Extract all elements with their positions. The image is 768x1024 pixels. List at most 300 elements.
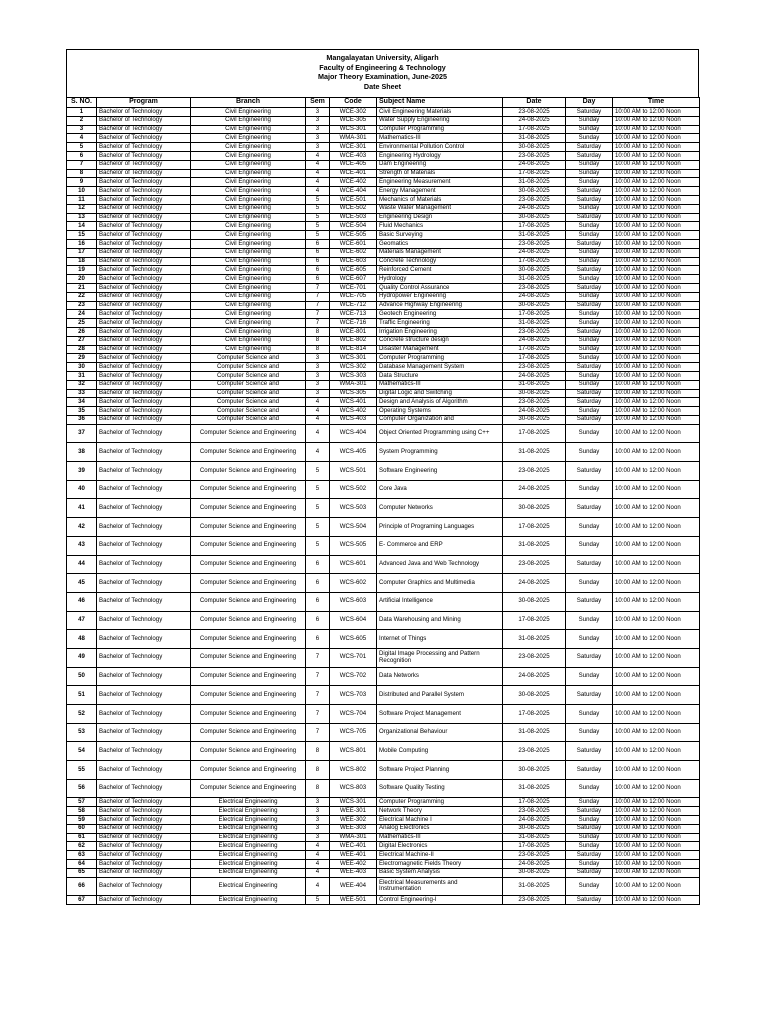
cell-time: 10:00 AM to 12:00 Noon	[613, 443, 700, 462]
cell-time: 10:00 AM to 12:00 Noon	[613, 116, 700, 125]
cell-time: 10:00 AM to 12:00 Noon	[613, 407, 700, 416]
cell-time: 10:00 AM to 12:00 Noon	[613, 389, 700, 398]
cell-sem: 7	[306, 686, 330, 705]
cell-time: 10:00 AM to 12:00 Noon	[613, 592, 700, 611]
cell-sem: 3	[306, 389, 330, 398]
cell-sno: 27	[67, 336, 97, 345]
table-row	[67, 592, 700, 611]
cell-sno: 58	[67, 807, 97, 816]
cell-program: Bachelor of Technology	[97, 705, 191, 724]
cell-sem: 3	[306, 363, 330, 372]
cell-subject: Environmental Pollution Control	[377, 143, 503, 152]
cell-time: 10:00 AM to 12:00 Noon	[613, 336, 700, 345]
cell-program: Bachelor of Technology	[97, 389, 191, 398]
cell-code: WCE-814	[330, 345, 377, 354]
table-row	[67, 868, 700, 877]
cell-subject: Internet of Things	[377, 630, 503, 649]
cell-sno: 51	[67, 686, 97, 705]
cell-code: WCS-803	[330, 779, 377, 798]
cell-subject: Electrical Machine-II	[377, 851, 503, 860]
cell-time: 10:00 AM to 12:00 Noon	[613, 536, 700, 555]
cell-day: Sunday	[566, 798, 613, 807]
table-row	[67, 327, 700, 336]
cell-branch: Computer Science and Engineering	[191, 443, 306, 462]
cell-sno: 18	[67, 257, 97, 266]
cell-code: WCS-601	[330, 555, 377, 574]
cell-time: 10:00 AM to 12:00 Noon	[613, 125, 700, 134]
cell-code: WCS-403	[330, 415, 377, 424]
cell-program: Bachelor of Technology	[97, 536, 191, 555]
cell-day: Sunday	[566, 248, 613, 257]
cell-code: WCS-302	[330, 363, 377, 372]
cell-date: 30-08-2025	[503, 143, 566, 152]
cell-program: Bachelor of Technology	[97, 407, 191, 416]
table-row	[67, 169, 700, 178]
cell-time: 10:00 AM to 12:00 Noon	[613, 798, 700, 807]
cell-day: Sunday	[566, 222, 613, 231]
cell-time: 10:00 AM to 12:00 Noon	[613, 257, 700, 266]
cell-branch: Civil Engineering	[191, 169, 306, 178]
cell-sno: 19	[67, 266, 97, 275]
cell-day: Sunday	[566, 833, 613, 842]
cell-sno: 16	[67, 239, 97, 248]
cell-code: WCE-503	[330, 213, 377, 222]
table-row	[67, 686, 700, 705]
cell-branch: Computer Science and Engineering	[191, 686, 306, 705]
date-sheet	[66, 49, 699, 905]
cell-time: 10:00 AM to 12:00 Noon	[613, 266, 700, 275]
cell-sno: 56	[67, 779, 97, 798]
cell-branch: Computer Science and Engineering	[191, 592, 306, 611]
cell-branch: Electrical Engineering	[191, 824, 306, 833]
sheet-header	[66, 49, 699, 97]
cell-sno: 50	[67, 667, 97, 686]
cell-subject: Computer Programming	[377, 798, 503, 807]
cell-day: Sunday	[566, 443, 613, 462]
cell-sem: 7	[306, 648, 330, 667]
table-row	[67, 424, 700, 443]
cell-branch: Computer Science and	[191, 407, 306, 416]
table-row	[67, 108, 700, 117]
cell-sno: 40	[67, 480, 97, 499]
cell-sem: 5	[306, 518, 330, 537]
cell-code: WCS-401	[330, 398, 377, 407]
cell-subject: Engineering Measurement	[377, 178, 503, 187]
cell-time: 10:00 AM to 12:00 Noon	[613, 462, 700, 481]
table-row	[67, 319, 700, 328]
cell-sem: 5	[306, 536, 330, 555]
cell-program: Bachelor of Technology	[97, 371, 191, 380]
cell-subject: Quality Control Assurance	[377, 283, 503, 292]
cell-sem: 6	[306, 266, 330, 275]
table-row	[67, 266, 700, 275]
cell-program: Bachelor of Technology	[97, 275, 191, 284]
cell-subject: Basic Surveying	[377, 231, 503, 240]
table-row	[67, 178, 700, 187]
cell-time: 10:00 AM to 12:00 Noon	[613, 611, 700, 630]
cell-sno: 9	[67, 178, 97, 187]
cell-branch: Civil Engineering	[191, 187, 306, 196]
cell-time: 10:00 AM to 12:00 Noon	[613, 354, 700, 363]
cell-date: 31-08-2025	[503, 443, 566, 462]
cell-sem: 3	[306, 125, 330, 134]
cell-day: Saturday	[566, 824, 613, 833]
cell-program: Bachelor of Technology	[97, 415, 191, 424]
cell-program: Bachelor of Technology	[97, 143, 191, 152]
cell-day: Sunday	[566, 204, 613, 213]
cell-sem: 8	[306, 345, 330, 354]
cell-branch: Computer Science and Engineering	[191, 648, 306, 667]
cell-code: WCS-502	[330, 480, 377, 499]
cell-sno: 25	[67, 319, 97, 328]
cell-time: 10:00 AM to 12:00 Noon	[613, 398, 700, 407]
table-row	[67, 415, 700, 424]
cell-date: 23-08-2025	[503, 239, 566, 248]
cell-date: 17-08-2025	[503, 705, 566, 724]
cell-subject: Mechanics of Materials	[377, 195, 503, 204]
cell-day: Sunday	[566, 424, 613, 443]
cell-branch: Computer Science and Engineering	[191, 761, 306, 780]
cell-sem: 5	[306, 222, 330, 231]
cell-subject: Civil Engineering Materials	[377, 108, 503, 117]
cell-day: Sunday	[566, 125, 613, 134]
cell-code: WCE-712	[330, 301, 377, 310]
cell-sem: 3	[306, 116, 330, 125]
cell-sem: 8	[306, 742, 330, 761]
cell-time: 10:00 AM to 12:00 Noon	[613, 345, 700, 354]
cell-program: Bachelor of Technology	[97, 443, 191, 462]
cell-sem: 5	[306, 231, 330, 240]
table-row	[67, 742, 700, 761]
cell-program: Bachelor of Technology	[97, 868, 191, 877]
cell-sno: 63	[67, 851, 97, 860]
cell-date: 23-08-2025	[503, 807, 566, 816]
cell-day: Saturday	[566, 195, 613, 204]
cell-code: WEE-402	[330, 860, 377, 869]
cell-day: Sunday	[566, 292, 613, 301]
cell-sno: 62	[67, 842, 97, 851]
cell-program: Bachelor of Technology	[97, 266, 191, 275]
cell-date: 31-08-2025	[503, 380, 566, 389]
table-row	[67, 310, 700, 319]
cell-branch: Civil Engineering	[191, 292, 306, 301]
cell-day: Sunday	[566, 380, 613, 389]
cell-branch: Electrical Engineering	[191, 860, 306, 869]
table-row	[67, 877, 700, 896]
cell-time: 10:00 AM to 12:00 Noon	[613, 310, 700, 319]
cell-branch: Electrical Engineering	[191, 833, 306, 842]
table-row	[67, 480, 700, 499]
cell-branch: Civil Engineering	[191, 125, 306, 134]
cell-date: 31-08-2025	[503, 178, 566, 187]
table-row	[67, 151, 700, 160]
cell-sno: 24	[67, 310, 97, 319]
cell-time: 10:00 AM to 12:00 Noon	[613, 518, 700, 537]
cell-time: 10:00 AM to 12:00 Noon	[613, 833, 700, 842]
col-header-day: Day	[566, 98, 613, 108]
cell-branch: Civil Engineering	[191, 178, 306, 187]
cell-sem: 4	[306, 424, 330, 443]
datesheet-table	[66, 97, 700, 905]
cell-branch: Computer Science and Engineering	[191, 779, 306, 798]
cell-sno: 23	[67, 301, 97, 310]
cell-program: Bachelor of Technology	[97, 187, 191, 196]
cell-sem: 6	[306, 239, 330, 248]
table-row	[67, 275, 700, 284]
cell-branch: Civil Engineering	[191, 275, 306, 284]
cell-subject: System Programming	[377, 443, 503, 462]
cell-sno: 36	[67, 415, 97, 424]
cell-branch: Computer Science and Engineering	[191, 462, 306, 481]
cell-day: Sunday	[566, 816, 613, 825]
cell-code: WEE-301	[330, 807, 377, 816]
col-header-sem: Sem	[306, 98, 330, 108]
cell-code: WCE-701	[330, 283, 377, 292]
cell-time: 10:00 AM to 12:00 Noon	[613, 380, 700, 389]
cell-time: 10:00 AM to 12:00 Noon	[613, 555, 700, 574]
cell-branch: Civil Engineering	[191, 213, 306, 222]
table-row	[67, 630, 700, 649]
cell-sno: 17	[67, 248, 97, 257]
cell-code: WCE-402	[330, 178, 377, 187]
cell-subject: Geotech Engineering	[377, 310, 503, 319]
cell-date: 17-08-2025	[503, 169, 566, 178]
cell-subject: Computer Networks	[377, 499, 503, 518]
cell-branch: Civil Engineering	[191, 336, 306, 345]
cell-branch: Civil Engineering	[191, 116, 306, 125]
cell-day: Sunday	[566, 275, 613, 284]
cell-sem: 4	[306, 443, 330, 462]
cell-code: WCS-704	[330, 705, 377, 724]
cell-day: Saturday	[566, 327, 613, 336]
cell-sem: 6	[306, 257, 330, 266]
cell-sem: 5	[306, 195, 330, 204]
table-row	[67, 398, 700, 407]
table-row	[67, 292, 700, 301]
cell-day: Saturday	[566, 761, 613, 780]
cell-date: 30-08-2025	[503, 187, 566, 196]
cell-subject: Data Networks	[377, 667, 503, 686]
table-row	[67, 574, 700, 593]
cell-date: 31-08-2025	[503, 833, 566, 842]
cell-date: 17-08-2025	[503, 125, 566, 134]
cell-branch: Civil Engineering	[191, 231, 306, 240]
cell-time: 10:00 AM to 12:00 Noon	[613, 667, 700, 686]
cell-time: 10:00 AM to 12:00 Noon	[613, 630, 700, 649]
cell-program: Bachelor of Technology	[97, 231, 191, 240]
cell-time: 10:00 AM to 12:00 Noon	[613, 816, 700, 825]
cell-program: Bachelor of Technology	[97, 257, 191, 266]
cell-code: WCS-501	[330, 462, 377, 481]
cell-sno: 21	[67, 283, 97, 292]
table-row	[67, 499, 700, 518]
cell-time: 10:00 AM to 12:00 Noon	[613, 319, 700, 328]
cell-subject: Mathematics-III	[377, 833, 503, 842]
cell-day: Sunday	[566, 257, 613, 266]
cell-date: 31-08-2025	[503, 231, 566, 240]
cell-branch: Electrical Engineering	[191, 816, 306, 825]
cell-code: WCS-305	[330, 389, 377, 398]
cell-sno: 65	[67, 868, 97, 877]
cell-sem: 8	[306, 779, 330, 798]
cell-day: Sunday	[566, 842, 613, 851]
cell-sno: 39	[67, 462, 97, 481]
cell-branch: Civil Engineering	[191, 283, 306, 292]
cell-date: 17-08-2025	[503, 354, 566, 363]
cell-date: 24-08-2025	[503, 336, 566, 345]
cell-date: 31-08-2025	[503, 134, 566, 143]
table-row	[67, 257, 700, 266]
cell-sem: 4	[306, 860, 330, 869]
cell-day: Saturday	[566, 896, 613, 905]
cell-sno: 53	[67, 723, 97, 742]
cell-branch: Computer Science and	[191, 363, 306, 372]
cell-sno: 29	[67, 354, 97, 363]
cell-date: 24-08-2025	[503, 574, 566, 593]
cell-day: Sunday	[566, 480, 613, 499]
cell-program: Bachelor of Technology	[97, 195, 191, 204]
cell-subject: Reinforced Cement	[377, 266, 503, 275]
cell-subject: Computer Graphics and Multimedia	[377, 574, 503, 593]
cell-day: Sunday	[566, 354, 613, 363]
cell-branch: Civil Engineering	[191, 108, 306, 117]
cell-program: Bachelor of Technology	[97, 842, 191, 851]
cell-time: 10:00 AM to 12:00 Noon	[613, 371, 700, 380]
cell-code: WCS-604	[330, 611, 377, 630]
cell-day: Saturday	[566, 868, 613, 877]
col-header-program: Program	[97, 98, 191, 108]
cell-code: WCE-605	[330, 266, 377, 275]
col-header-sno: S. NO.	[67, 98, 97, 108]
cell-code: WCE-602	[330, 248, 377, 257]
table-row	[67, 611, 700, 630]
cell-branch: Computer Science and Engineering	[191, 667, 306, 686]
cell-program: Bachelor of Technology	[97, 151, 191, 160]
table-row	[67, 723, 700, 742]
cell-sem: 7	[306, 723, 330, 742]
cell-day: Saturday	[566, 742, 613, 761]
cell-date: 24-08-2025	[503, 480, 566, 499]
cell-subject: Computer Organization and	[377, 415, 503, 424]
cell-branch: Civil Engineering	[191, 160, 306, 169]
cell-day: Saturday	[566, 389, 613, 398]
cell-subject: Software Project Planning	[377, 761, 503, 780]
table-row	[67, 705, 700, 724]
cell-code: WCS-505	[330, 536, 377, 555]
table-row	[67, 518, 700, 537]
cell-branch: Civil Engineering	[191, 310, 306, 319]
cell-date: 31-08-2025	[503, 877, 566, 896]
cell-date: 23-08-2025	[503, 555, 566, 574]
cell-day: Sunday	[566, 630, 613, 649]
cell-program: Bachelor of Technology	[97, 239, 191, 248]
cell-date: 17-08-2025	[503, 345, 566, 354]
cell-code: WCS-405	[330, 443, 377, 462]
cell-date: 30-08-2025	[503, 389, 566, 398]
cell-time: 10:00 AM to 12:00 Noon	[613, 742, 700, 761]
cell-subject: Water Supply Engineering	[377, 116, 503, 125]
cell-subject: Computer Programming	[377, 354, 503, 363]
cell-code: WCE-607	[330, 275, 377, 284]
cell-sno: 42	[67, 518, 97, 537]
cell-program: Bachelor of Technology	[97, 116, 191, 125]
cell-day: Sunday	[566, 518, 613, 537]
cell-code: WCS-301	[330, 354, 377, 363]
cell-code: WCE-601	[330, 239, 377, 248]
cell-program: Bachelor of Technology	[97, 723, 191, 742]
table-row	[67, 761, 700, 780]
cell-sem: 4	[306, 151, 330, 160]
cell-program: Bachelor of Technology	[97, 833, 191, 842]
cell-subject: Irrigation Engineering	[377, 327, 503, 336]
cell-program: Bachelor of Technology	[97, 779, 191, 798]
cell-sem: 5	[306, 499, 330, 518]
cell-code: WCS-503	[330, 499, 377, 518]
cell-branch: Civil Engineering	[191, 134, 306, 143]
cell-code: WEE-302	[330, 816, 377, 825]
cell-branch: Civil Engineering	[191, 301, 306, 310]
cell-date: 24-08-2025	[503, 292, 566, 301]
cell-subject: Analog Electronics	[377, 824, 503, 833]
cell-time: 10:00 AM to 12:00 Noon	[613, 204, 700, 213]
cell-subject: Fluid Mechanics	[377, 222, 503, 231]
cell-subject: Software Quality Testing	[377, 779, 503, 798]
cell-program: Bachelor of Technology	[97, 222, 191, 231]
cell-time: 10:00 AM to 12:00 Noon	[613, 860, 700, 869]
cell-subject: Network Theory	[377, 807, 503, 816]
cell-subject: Digital Logic and Switching	[377, 389, 503, 398]
table-row	[67, 125, 700, 134]
cell-time: 10:00 AM to 12:00 Noon	[613, 178, 700, 187]
cell-sno: 14	[67, 222, 97, 231]
col-header-code: Code	[330, 98, 377, 108]
table-row	[67, 851, 700, 860]
cell-program: Bachelor of Technology	[97, 574, 191, 593]
cell-branch: Civil Engineering	[191, 319, 306, 328]
cell-time: 10:00 AM to 12:00 Noon	[613, 686, 700, 705]
cell-code: WCE-713	[330, 310, 377, 319]
cell-date: 24-08-2025	[503, 407, 566, 416]
cell-time: 10:00 AM to 12:00 Noon	[613, 807, 700, 816]
cell-sem: 4	[306, 178, 330, 187]
cell-subject: Data Warehousing and Mining	[377, 611, 503, 630]
cell-code: WCE-405	[330, 160, 377, 169]
cell-code: WCS-701	[330, 648, 377, 667]
cell-program: Bachelor of Technology	[97, 301, 191, 310]
cell-date: 31-08-2025	[503, 723, 566, 742]
cell-day: Saturday	[566, 415, 613, 424]
cell-day: Sunday	[566, 371, 613, 380]
cell-sem: 3	[306, 134, 330, 143]
cell-day: Saturday	[566, 363, 613, 372]
cell-sno: 34	[67, 398, 97, 407]
col-header-date: Date	[503, 98, 566, 108]
cell-sno: 59	[67, 816, 97, 825]
cell-date: 17-08-2025	[503, 611, 566, 630]
cell-sno: 55	[67, 761, 97, 780]
cell-program: Bachelor of Technology	[97, 380, 191, 389]
cell-day: Saturday	[566, 301, 613, 310]
cell-time: 10:00 AM to 12:00 Noon	[613, 877, 700, 896]
cell-sem: 6	[306, 592, 330, 611]
cell-time: 10:00 AM to 12:00 Noon	[613, 151, 700, 160]
cell-day: Sunday	[566, 407, 613, 416]
cell-branch: Computer Science and Engineering	[191, 555, 306, 574]
cell-sem: 6	[306, 275, 330, 284]
cell-sem: 7	[306, 283, 330, 292]
cell-code: WCE-801	[330, 327, 377, 336]
cell-subject: Digital Electronics	[377, 842, 503, 851]
